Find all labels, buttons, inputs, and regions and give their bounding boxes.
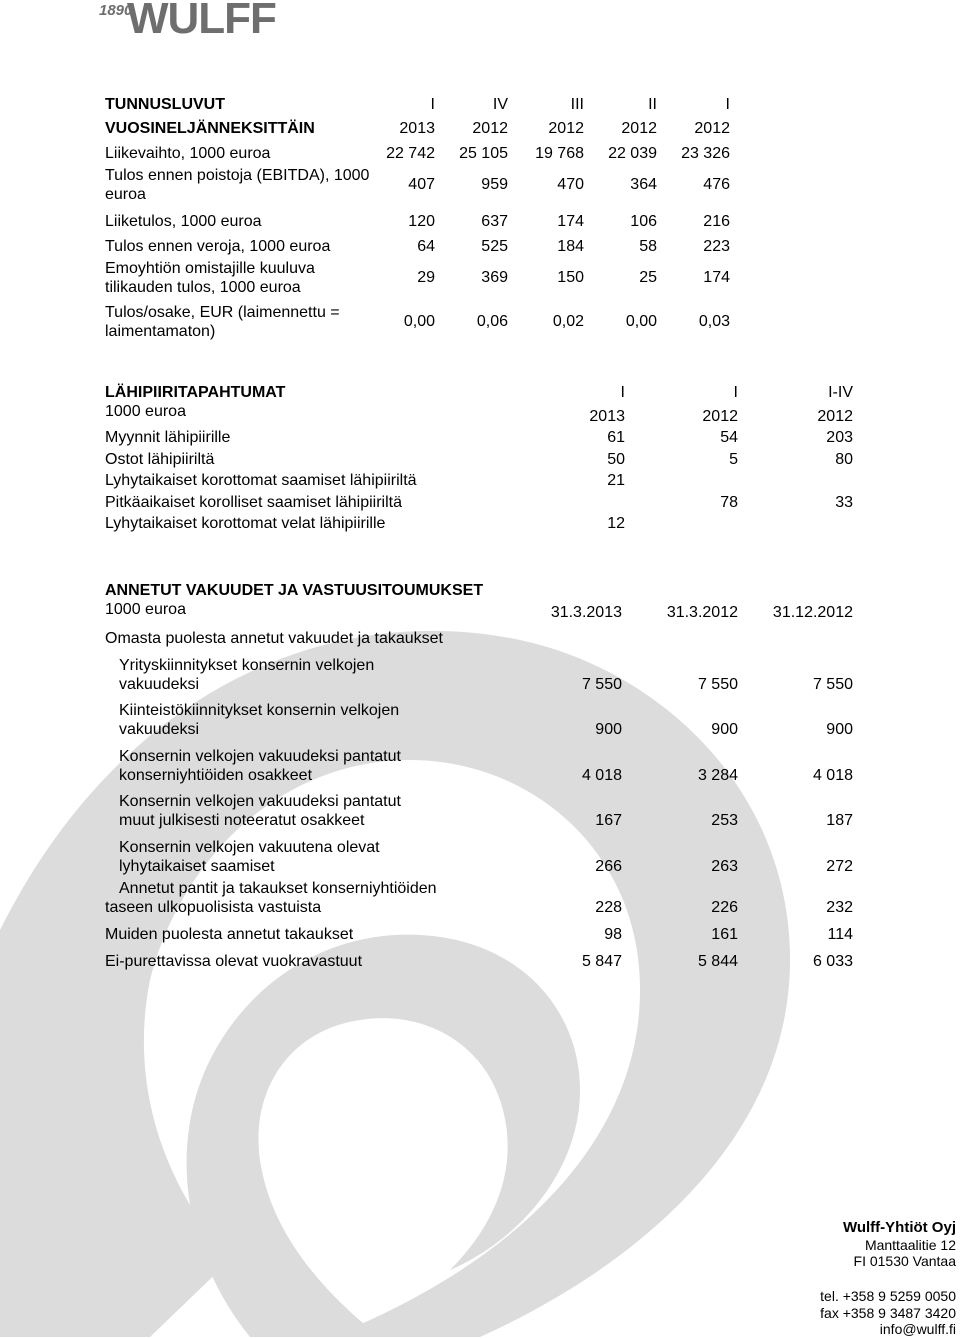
table-row (105, 830, 853, 876)
table-row (105, 785, 853, 831)
table-row (105, 944, 853, 971)
cell-value: 150 (557, 269, 584, 286)
logo-brand: WULFF (127, 0, 276, 43)
guarantees-header-dates (105, 600, 853, 622)
related-period: I (733, 383, 738, 401)
cell-value: 23 326 (681, 144, 730, 162)
cell-value: 50 (607, 450, 625, 468)
cell-value: 6 033 (812, 952, 853, 970)
row-label: Emoyhtiön omistajille kuuluva tilikauden tulos, 1000 euroa (105, 259, 315, 296)
cell-value (625, 469, 738, 491)
row-label: Lyhytaikaiset korottomat saamiset lähipiiriltä (105, 472, 417, 489)
cell-value: 226 (711, 898, 738, 916)
kpi-quarter: III (570, 95, 584, 113)
kpi-year: 2012 (694, 120, 730, 137)
cell-value: 0,00 (403, 313, 435, 330)
kpi-year: 2012 (621, 120, 657, 137)
kpi-year: 2013 (399, 120, 435, 137)
table-row (105, 876, 853, 917)
footer-contact (820, 1288, 956, 1338)
cell-value: 0,00 (625, 313, 657, 330)
row-label: Ei-purettavissa olevat vuokravastuut (105, 952, 363, 970)
guarantees-date: 31.3.2013 (550, 604, 622, 621)
cell-value: 4 018 (581, 766, 622, 784)
row-label: Lyhytaikaiset korottomat velat lähipiirille (105, 515, 386, 532)
row-label: Ostot lähipiiriltä (105, 450, 215, 468)
row-label (105, 739, 507, 785)
cell-value: 900 (711, 721, 738, 738)
company-logo (97, 0, 367, 42)
kpi-year: 2012 (472, 120, 508, 137)
footer-tel: tel. +358 9 5259 0050 (820, 1288, 956, 1304)
related-title: LÄHIPIIRITAPAHTUMAT (105, 383, 286, 401)
related-year: 2013 (589, 407, 625, 425)
cell-value: 253 (711, 812, 738, 829)
row-label-line: Konsernin velkojen vakuutena olevat (119, 838, 380, 856)
cell-value (505, 490, 625, 512)
cell-value: 7 550 (697, 675, 738, 693)
cell-value: 900 (595, 721, 622, 738)
row-label: Tulos ennen poistoja (EBITDA), 1000 euroa (105, 166, 370, 203)
row-label (105, 694, 507, 740)
guarantees-date: 31.3.2012 (666, 604, 738, 621)
row-label (105, 876, 507, 917)
cell-value: 272 (826, 857, 853, 875)
kpi-quarter: I (430, 95, 435, 113)
cell-value: 3 284 (697, 766, 738, 784)
table-row (105, 447, 853, 469)
row-label-line: konserniyhtiöiden osakkeet (119, 766, 313, 784)
cell-value: 54 (720, 429, 738, 446)
cell-value: 203 (826, 429, 853, 446)
footer-company: Wulff-Yhtiöt Oyj (842, 1219, 956, 1236)
cell-value: 228 (595, 898, 622, 916)
kpi-table (105, 89, 735, 344)
row-label-line: Yrityskiinnitykset konsernin velkojen (119, 656, 375, 674)
cell-value: 58 (639, 237, 657, 255)
cell-value: 0,03 (698, 313, 730, 330)
guarantees-group-row (105, 622, 853, 648)
table-row (105, 207, 730, 232)
row-label: Liiketulos, 1000 euroa (105, 213, 262, 230)
cell-value: 21 (607, 472, 625, 489)
related-period: I (620, 383, 625, 401)
table-row (105, 490, 853, 512)
cell-value: 0,06 (476, 313, 508, 330)
cell-value: 7 550 (812, 675, 853, 693)
cell-value: 12 (607, 515, 625, 532)
guarantees-unit: 1000 euroa (105, 601, 186, 618)
cell-value: 25 (639, 269, 657, 286)
guarantees-group-header: Omasta puolesta annetut vakuudet ja takaukset (105, 630, 443, 647)
cell-value: 470 (557, 176, 584, 193)
cell-value: 120 (408, 213, 435, 230)
row-label: Pitkäaikaiset korolliset saamiset lähipiiriltä (105, 493, 403, 511)
cell-value: 5 (729, 450, 738, 468)
cell-value: 364 (630, 176, 657, 193)
cell-value: 114 (827, 925, 853, 943)
cell-value: 7 550 (581, 675, 622, 693)
cell-value: 25 105 (459, 144, 508, 162)
related-party-table (105, 380, 853, 533)
row-label-line: vakuudeksi (119, 721, 200, 738)
cell-value: 184 (557, 237, 584, 255)
footer-address (843, 1220, 956, 1270)
cell-value: 637 (481, 213, 508, 230)
cell-value: 64 (417, 237, 435, 255)
cell-value: 223 (703, 237, 730, 255)
kpi-year: 2012 (548, 120, 584, 137)
row-label-line: taseen ulkopuolisista vastuista (105, 898, 322, 916)
cell-value: 266 (595, 857, 622, 875)
related-unit: 1000 euroa (105, 402, 186, 420)
row-label: Myynnit lähipiirille (105, 429, 231, 446)
cell-value: 959 (481, 176, 508, 193)
row-label: Tulos/osake, EUR (laimennettu = laimentamaton) (105, 303, 340, 340)
cell-value: 4 018 (812, 766, 853, 784)
cell-value: 29 (417, 269, 435, 286)
cell-value: 22 039 (608, 144, 657, 162)
cell-value: 98 (604, 925, 622, 943)
table-row (105, 426, 853, 448)
cell-value: 167 (595, 812, 622, 829)
related-period: I-IV (828, 383, 853, 401)
cell-value (625, 512, 738, 534)
table-row (105, 163, 730, 207)
kpi-title: TUNNUSLUVUT (105, 95, 225, 113)
row-label (105, 648, 507, 694)
cell-value: 216 (703, 213, 730, 230)
cell-value: 900 (826, 721, 853, 738)
table-row (105, 739, 853, 785)
guarantees-date: 31.12.2012 (772, 604, 853, 621)
cell-value: 187 (826, 812, 853, 829)
footer-fax: fax +358 9 3487 3420 (820, 1304, 956, 1321)
kpi-quarter: IV (492, 95, 508, 113)
cell-value: 161 (711, 925, 738, 943)
cell-value: 407 (408, 176, 435, 193)
cell-value: 5 844 (697, 952, 738, 970)
cell-value: 19 768 (535, 144, 584, 162)
cell-value (738, 512, 853, 534)
guarantees-title: ANNETUT VAKUUDET JA VASTUUSITOUMUKSET (105, 582, 484, 599)
kpi-header-years (105, 114, 730, 139)
table-row (105, 512, 853, 534)
guarantees-title-row (105, 580, 853, 600)
row-label: Muiden puolesta annetut takaukset (105, 925, 354, 943)
cell-value: 263 (711, 857, 738, 875)
table-row (105, 917, 853, 944)
cell-value: 174 (703, 269, 730, 286)
cell-value: 369 (481, 269, 508, 286)
row-label-line: Kiinteistökiinnitykset konsernin velkojen (119, 702, 400, 719)
cell-value: 476 (703, 176, 730, 193)
footer-street: Manttaalitie 12 (864, 1236, 956, 1253)
guarantees-table (105, 580, 853, 971)
cell-value: 33 (835, 493, 853, 511)
cell-value: 232 (826, 898, 853, 916)
row-label-line: Konsernin velkojen vakuudeksi pantatut (119, 747, 401, 765)
row-label-line: lyhytaikaiset saamiset (119, 857, 275, 875)
table-row (105, 256, 730, 300)
cell-value: 78 (720, 493, 738, 511)
kpi-subtitle: VUOSINELJÄNNEKSITTÄIN (105, 120, 315, 137)
row-label: Tulos ennen veroja, 1000 euroa (105, 237, 331, 255)
table-row (105, 648, 853, 694)
cell-value: 174 (557, 213, 584, 230)
row-label-line: muut julkisesti noteeratut osakkeet (119, 812, 365, 829)
kpi-header-quarters (105, 89, 730, 114)
table-row (105, 469, 853, 491)
cell-value: 5 847 (581, 952, 622, 970)
row-label (105, 830, 507, 876)
cell-value: 80 (835, 450, 853, 468)
row-label (105, 785, 507, 831)
table-row (105, 231, 730, 256)
row-label-line: Konsernin velkojen vakuudeksi pantatut (119, 793, 401, 810)
kpi-quarter: II (648, 95, 657, 113)
cell-value: 525 (481, 237, 508, 255)
related-year: 2012 (817, 407, 853, 425)
table-row (105, 694, 853, 740)
cell-value (738, 469, 853, 491)
row-label-line: vakuudeksi (119, 675, 200, 693)
related-header-periods (105, 380, 853, 402)
cell-value: 22 742 (386, 144, 435, 162)
table-row (105, 138, 730, 163)
logo-year: 1890 (99, 2, 133, 19)
kpi-quarter: I (725, 95, 730, 113)
cell-value: 106 (630, 213, 657, 230)
footer-city: FI 01530 Vantaa (853, 1253, 956, 1269)
footer-email-link[interactable]: info@wulff.fi (879, 1321, 956, 1337)
related-year: 2012 (702, 407, 738, 425)
cell-value: 0,02 (552, 313, 584, 330)
row-label: Liikevaihto, 1000 euroa (105, 144, 271, 162)
table-row (105, 300, 730, 344)
related-header-years (105, 402, 853, 426)
cell-value: 61 (607, 429, 625, 446)
row-label-line: Annetut pantit ja takaukset konserniyhtiöiden (119, 879, 437, 897)
